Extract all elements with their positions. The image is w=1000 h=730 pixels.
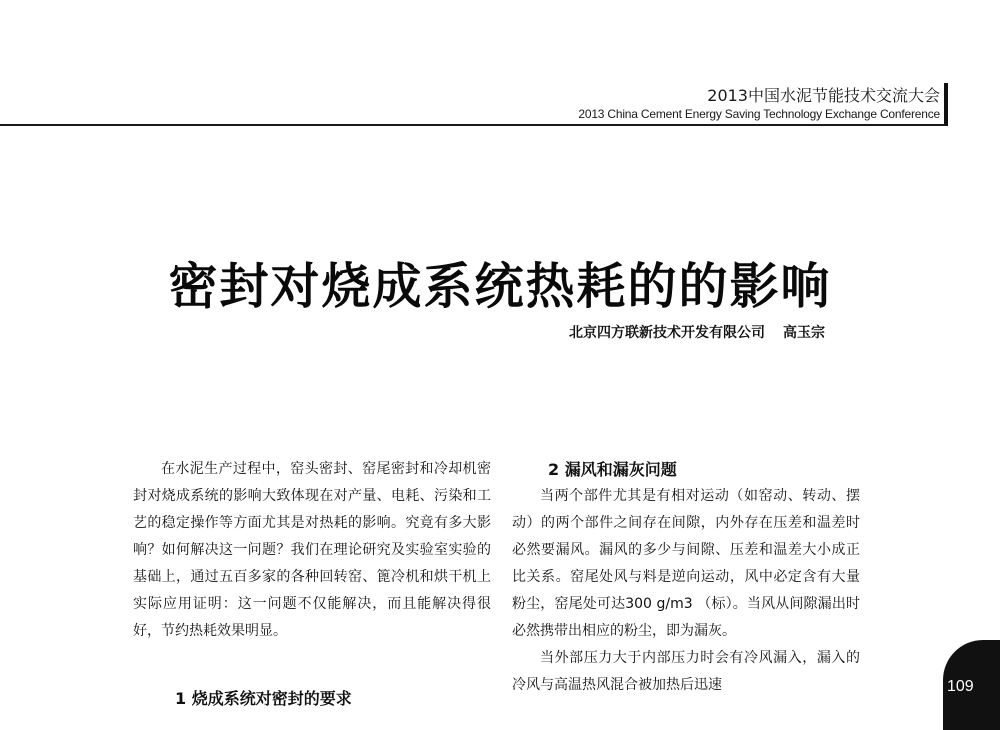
conference-title-en: 2013 China Cement Energy Saving Technology Exchange Conference <box>578 107 940 121</box>
affiliation: 北京四方联新技术开发有限公司 <box>569 325 765 341</box>
intro-paragraph: 在水泥生产过程中，窑头密封、窑尾密封和冷却机密封对烧成系统的影响大致体现在对产量、电耗、污染和工艺的稳定操作等方面尤其是对热耗的影响。究竟有多大影响？如何解决这一问题？我们在理论研究及实验室实验的基础上，通过五百多家的各种回转窑、篦冷机和烘干机上实际应用证明：这一问题不仅能解决，而且能解决得很好，节约热耗效果明显。 <box>133 461 491 639</box>
header-accent-bar <box>944 83 948 126</box>
article-title: 密封对烧成系统热耗的的影响 <box>168 258 832 315</box>
header-rule <box>0 124 945 126</box>
conference-title-cn: 2013中国水泥节能技术交流大会 <box>707 86 940 105</box>
left-column <box>133 456 491 645</box>
byline <box>569 322 825 342</box>
section-1-heading: 1 烧成系统对密封的要求 <box>175 689 352 708</box>
section-2-heading: 2 漏风和漏灰问题 <box>548 460 677 479</box>
author: 高玉宗 <box>783 325 825 341</box>
right-column <box>512 456 860 699</box>
page-number: 109 <box>947 678 974 695</box>
section-2-paragraph-2: 当外部压力大于内部压力时会有冷风漏入，漏入的冷风与高温热风混合被加热后迅速 <box>512 650 860 693</box>
section-2-paragraph-1: 当两个部件尤其是有相对运动（如窑动、转动、摆动）的两个部件之间存在间隙，内外存在压差和温差时必然要漏风。漏风的多少与间隙、压差和温差大小成正比关系。窑尾处风与料是逆向运动，风中必定含有大量粉尘，窑尾处可达300 g/m3 （标）。当风从间隙漏出时必然携带出相应的粉尘，即为漏灰。 <box>512 488 860 639</box>
